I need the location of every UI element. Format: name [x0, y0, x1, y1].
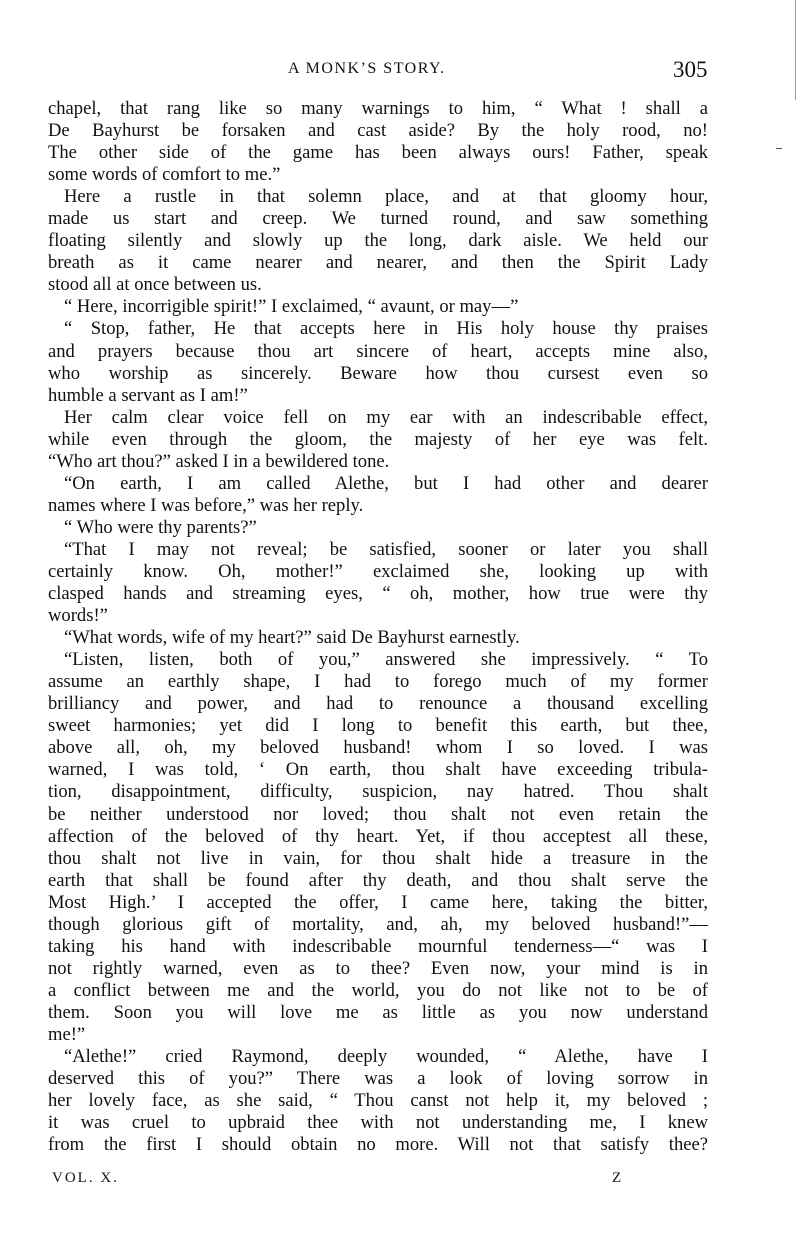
volume-label: VOL. X.: [52, 1170, 119, 1186]
text-line: stood all at once between us.: [48, 274, 262, 296]
page-edge-rule: [795, 0, 796, 100]
text-line: names where I was before,” was her reply.: [48, 494, 364, 516]
text-line: Her calm clear voice fell on my ear with an indescribable effect,: [64, 406, 708, 428]
text-line: humble a servant as I am!”: [48, 384, 248, 406]
text-line: affection of the beloved of thy heart. Yet, if thou acceptest all these,: [48, 825, 708, 847]
text-line: be neither understood nor loved; thou shalt not even retain the: [48, 803, 708, 825]
text-line: “On earth, I am called Alethe, but I had other and dearer: [64, 472, 708, 494]
text-line: above all, oh, my beloved husband! whom I so loved. I was: [48, 737, 708, 759]
text-line: assume an earthly shape, I had to forego much of my former: [48, 671, 708, 693]
text-line: “Who art thou?” asked I in a bewildered tone.: [48, 450, 390, 472]
body-text: [48, 98, 708, 1156]
text-line: brilliancy and power, and had to renounce a thousand excelling: [48, 693, 708, 715]
text-line: thou shalt not live in vain, for thou shalt hide a treasure in the: [48, 847, 708, 869]
text-line: breath as it came nearer and nearer, and then the Spirit Lady: [48, 252, 708, 274]
text-line: while even through the gloom, the majesty of her eye was felt.: [48, 428, 708, 450]
text-line: and prayers because thou art sincere of heart, accepts mine also,: [48, 340, 708, 362]
text-line: “Listen, listen, both of you,” answered she impressively. “ To: [64, 649, 708, 671]
text-line: made us start and creep. We turned round, and saw something: [48, 208, 708, 230]
text-line: deserved this of you?” There was a look of loving sorrow in: [48, 1068, 708, 1090]
margin-mark: [776, 148, 782, 149]
text-line: me!”: [48, 1023, 86, 1045]
text-line: The other side of the game has been always ours! Father, speak: [48, 142, 708, 164]
text-line: “ Stop, father, He that accepts here in His holy house thy praises: [64, 318, 708, 340]
text-line: “What words, wife of my heart?” said De Bayhurst earnestly.: [64, 627, 520, 649]
text-line: some words of comfort to me.”: [48, 164, 281, 186]
text-line: not rightly warned, even as to thee? Even now, your mind is in: [48, 957, 708, 979]
text-line: warned, I was told, ‘ On earth, thou shalt have exceeding tribula-: [48, 759, 708, 781]
text-line: earth that shall be found after thy death, and thou shalt serve the: [48, 869, 708, 891]
text-line: Here a rustle in that solemn place, and at that gloomy hour,: [64, 186, 708, 208]
text-line: “Alethe!” cried Raymond, deeply wounded, “ Alethe, have I: [64, 1046, 708, 1068]
text-line: Most High.’ I accepted the offer, I came here, taking the bitter,: [48, 891, 708, 913]
text-line: “ Who were thy parents?”: [64, 516, 257, 538]
text-line: clasped hands and streaming eyes, “ oh, mother, how true were thy: [48, 583, 708, 605]
text-line: sweet harmonies; yet did I long to benefit this earth, but thee,: [48, 715, 708, 737]
text-line: floating silently and slowly up the long, dark aisle. We held our: [48, 230, 708, 252]
text-line: certainly know. Oh, mother!” exclaimed she, looking up with: [48, 560, 708, 582]
text-line: it was cruel to upbraid thee with not understanding me, I knew: [48, 1112, 708, 1134]
text-line: “ Here, incorrigible spirit!” I exclaimed, “ avaunt, or may—”: [64, 296, 519, 318]
text-line: taking his hand with indescribable mournful tenderness—“ was I: [48, 935, 708, 957]
text-line: “That I may not reveal; be satisfied, sooner or later you shall: [64, 538, 708, 560]
text-line: her lovely face, as she said, “ Thou canst not help it, my beloved ;: [48, 1090, 708, 1112]
text-line: De Bayhurst be forsaken and cast aside? By the holy rood, no!: [48, 120, 708, 142]
text-line: from the first I should obtain no more. Will not that satisfy thee?: [48, 1134, 708, 1156]
text-line: chapel, that rang like so many warnings to him, “ What ! shall a: [48, 98, 708, 119]
text-line: a conflict between me and the world, you do not like not to be of: [48, 979, 708, 1001]
text-line: who worship as sincerely. Beware how thou cursest even so: [48, 362, 708, 384]
text-line: them. Soon you will love me as little as you now understand: [48, 1001, 708, 1023]
text-line: though glorious gift of mortality, and, ah, my beloved husband!”—: [48, 913, 708, 935]
page-number: 305: [673, 57, 708, 82]
signature-mark: Z: [612, 1170, 622, 1186]
running-title: A MONK’S STORY.: [288, 60, 446, 77]
text-line: words!”: [48, 605, 108, 627]
text-line: tion, disappointment, difficulty, suspicion, nay hatred. Thou shalt: [48, 781, 708, 803]
